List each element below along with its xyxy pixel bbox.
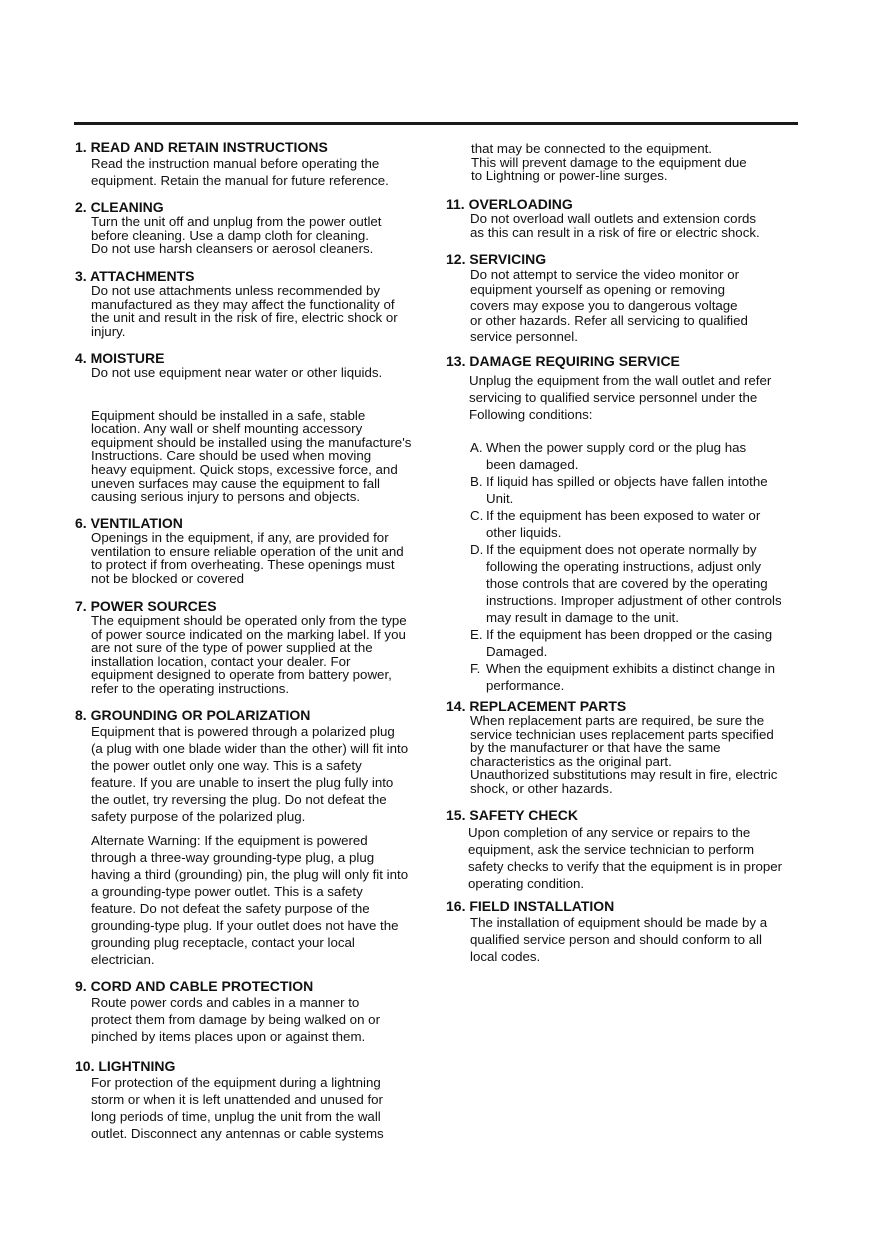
list-item: B. If liquid has spilled or objects have fallen intothe Unit. bbox=[470, 474, 768, 506]
section-heading: 14. REPLACEMENT PARTS bbox=[446, 698, 627, 714]
section-heading: 7. POWER SOURCES bbox=[75, 598, 217, 614]
lightning-continuation: that may be connected to the equipment. This will prevent damage to the equipment due to Lightning or power-line surges. bbox=[471, 141, 747, 184]
section-replacement-parts bbox=[446, 699, 826, 796]
section-body: Upon completion of any service or repairs to the equipment, ask the service technician to perform safety checks to verify that the equipment is in proper operating condition. bbox=[468, 825, 783, 891]
section-heading: 15. SAFETY CHECK bbox=[446, 807, 578, 823]
section-grounding bbox=[75, 708, 455, 968]
section-heading: 11. OVERLOADING bbox=[446, 196, 573, 212]
section-body-secondary: Equipment should be installed in a safe, stable location. Any wall or shelf mounting accessory equipment should be installed using the manufacture's Instructions. Care should be used when moving heavy equipment. Quick stops, excessive force, and uneven surfaces may cause the equipment to fall causing serious injury to persons and objects. bbox=[91, 407, 412, 505]
section-overloading bbox=[446, 197, 826, 239]
section-body: Route power cords and cables in a manner to protect them from damage by being walked on or pinched by items places upon or against them. bbox=[91, 995, 380, 1044]
section-heading: 6. VENTILATION bbox=[75, 515, 183, 531]
section-power-sources bbox=[75, 599, 455, 696]
section-body: Unplug the equipment from the wall outlet and refer servicing to qualified service personnel under the Following conditions: bbox=[469, 373, 772, 422]
list-item: D. If the equipment does not operate normally by following the operating instructions, adjust only those controls that are covered by the operating instructions. Improper adjustment of other controls may result in damage to the unit. bbox=[470, 542, 782, 625]
section-cleaning bbox=[75, 200, 455, 256]
section-heading: 3. ATTACHMENTS bbox=[75, 268, 195, 284]
section-lightning bbox=[75, 1059, 455, 1142]
section-body: Equipment that is powered through a polarized plug (a plug with one blade wider than the other) will fit into the power outlet only one way. This is a safety feature. If you are unable to insert the plug fully into the outlet, try reversing the plug. Do not defeat the safety purpose of the polarized plug. bbox=[91, 724, 409, 824]
section-moisture bbox=[75, 351, 455, 504]
condition-list bbox=[470, 439, 826, 694]
list-item: F. When the equipment exhibits a distinct change in performance. bbox=[470, 661, 776, 693]
section-body: The installation of equipment should be made by a qualified service person and should conform to all local codes. bbox=[470, 915, 768, 964]
section-body: Openings in the equipment, if any, are provided for ventilation to ensure reliable operation of the unit and to protect if from overheating. These openings must not be blocked or covered bbox=[91, 530, 404, 586]
section-servicing bbox=[446, 252, 826, 344]
section-heading: 9. CORD AND CABLE PROTECTION bbox=[75, 978, 314, 994]
section-body: Do not attempt to service the video monitor or equipment yourself as opening or removing covers may expose you to dangerous voltage or other hazards. Refer all servicing to qualified service personnel. bbox=[470, 267, 748, 344]
section-safety-check bbox=[446, 808, 826, 892]
section-heading: 13. DAMAGE REQUIRING SERVICE bbox=[446, 353, 680, 369]
list-item: C. If the equipment has been exposed to water or other liquids. bbox=[470, 508, 761, 540]
list-item: E. If the equipment has been dropped or the casing Damaged. bbox=[470, 627, 773, 659]
section-body-secondary: Alternate Warning: If the equipment is powered through a three-way grounding-type plug, a plug having a third (grounding) pin, the plug will only fit into a grounding-type power outlet. This is a safety feature. Do not defeat the safety purpose of the grounding-type plug. If your outlet does not have the grounding plug receptacle, contact your local electrician. bbox=[91, 833, 409, 967]
section-body: Do not use attachments unless recommended by manufactured as they may affect the functionality of the unit and result in the risk of fire, electric shock or injury. bbox=[91, 283, 398, 339]
section-heading: 16. FIELD INSTALLATION bbox=[446, 898, 615, 914]
section-heading: 1. READ AND RETAIN INSTRUCTIONS bbox=[75, 139, 328, 155]
section-body: Turn the unit off and unplug from the power outlet before cleaning. Use a damp cloth for cleaning. Do not use harsh cleansers or aerosol cleaners. bbox=[91, 214, 382, 257]
section-ventilation bbox=[75, 516, 455, 585]
section-body: When replacement parts are required, be sure the service technician uses replacement parts specified by the manufacturer or that have the same characteristics as the original part. Unauthorized substitutions may result in fire, electric shock, or other hazards. bbox=[470, 713, 778, 796]
header-rule bbox=[74, 122, 798, 125]
section-heading: 4. MOISTURE bbox=[75, 350, 165, 366]
section-heading: 12. SERVICING bbox=[446, 251, 547, 267]
section-heading: 8. GROUNDING OR POLARIZATION bbox=[75, 707, 311, 723]
section-body: Do not use equipment near water or other liquids. bbox=[91, 365, 383, 380]
section-heading: 10. LIGHTNING bbox=[75, 1058, 176, 1074]
section-attachments bbox=[75, 269, 455, 338]
section-body: For protection of the equipment during a lightning storm or when it is left unattended and unused for long periods of time, unplug the unit from the wall outlet. Disconnect any antennas or cable systems bbox=[91, 1075, 384, 1141]
section-body: The equipment should be operated only from the type of power source indicated on the marking label. If you are not sure of the type of power supplied at the installation location, contact your dealer. For equipment designed to operate from battery power, refer to the operating instructions. bbox=[91, 613, 407, 696]
section-body: Read the instruction manual before operating the equipment. Retain the manual for future reference. bbox=[91, 156, 389, 188]
section-field-installation bbox=[446, 899, 826, 965]
section-heading: 2. CLEANING bbox=[75, 199, 164, 215]
section-body: Do not overload wall outlets and extension cords as this can result in a risk of fire or electric shock. bbox=[470, 211, 760, 240]
list-item: A. When the power supply cord or the plug has been damaged. bbox=[470, 440, 747, 472]
section-read-retain bbox=[75, 140, 455, 189]
section-cord-cable bbox=[75, 979, 455, 1045]
section-damage-requiring-service bbox=[446, 354, 826, 694]
